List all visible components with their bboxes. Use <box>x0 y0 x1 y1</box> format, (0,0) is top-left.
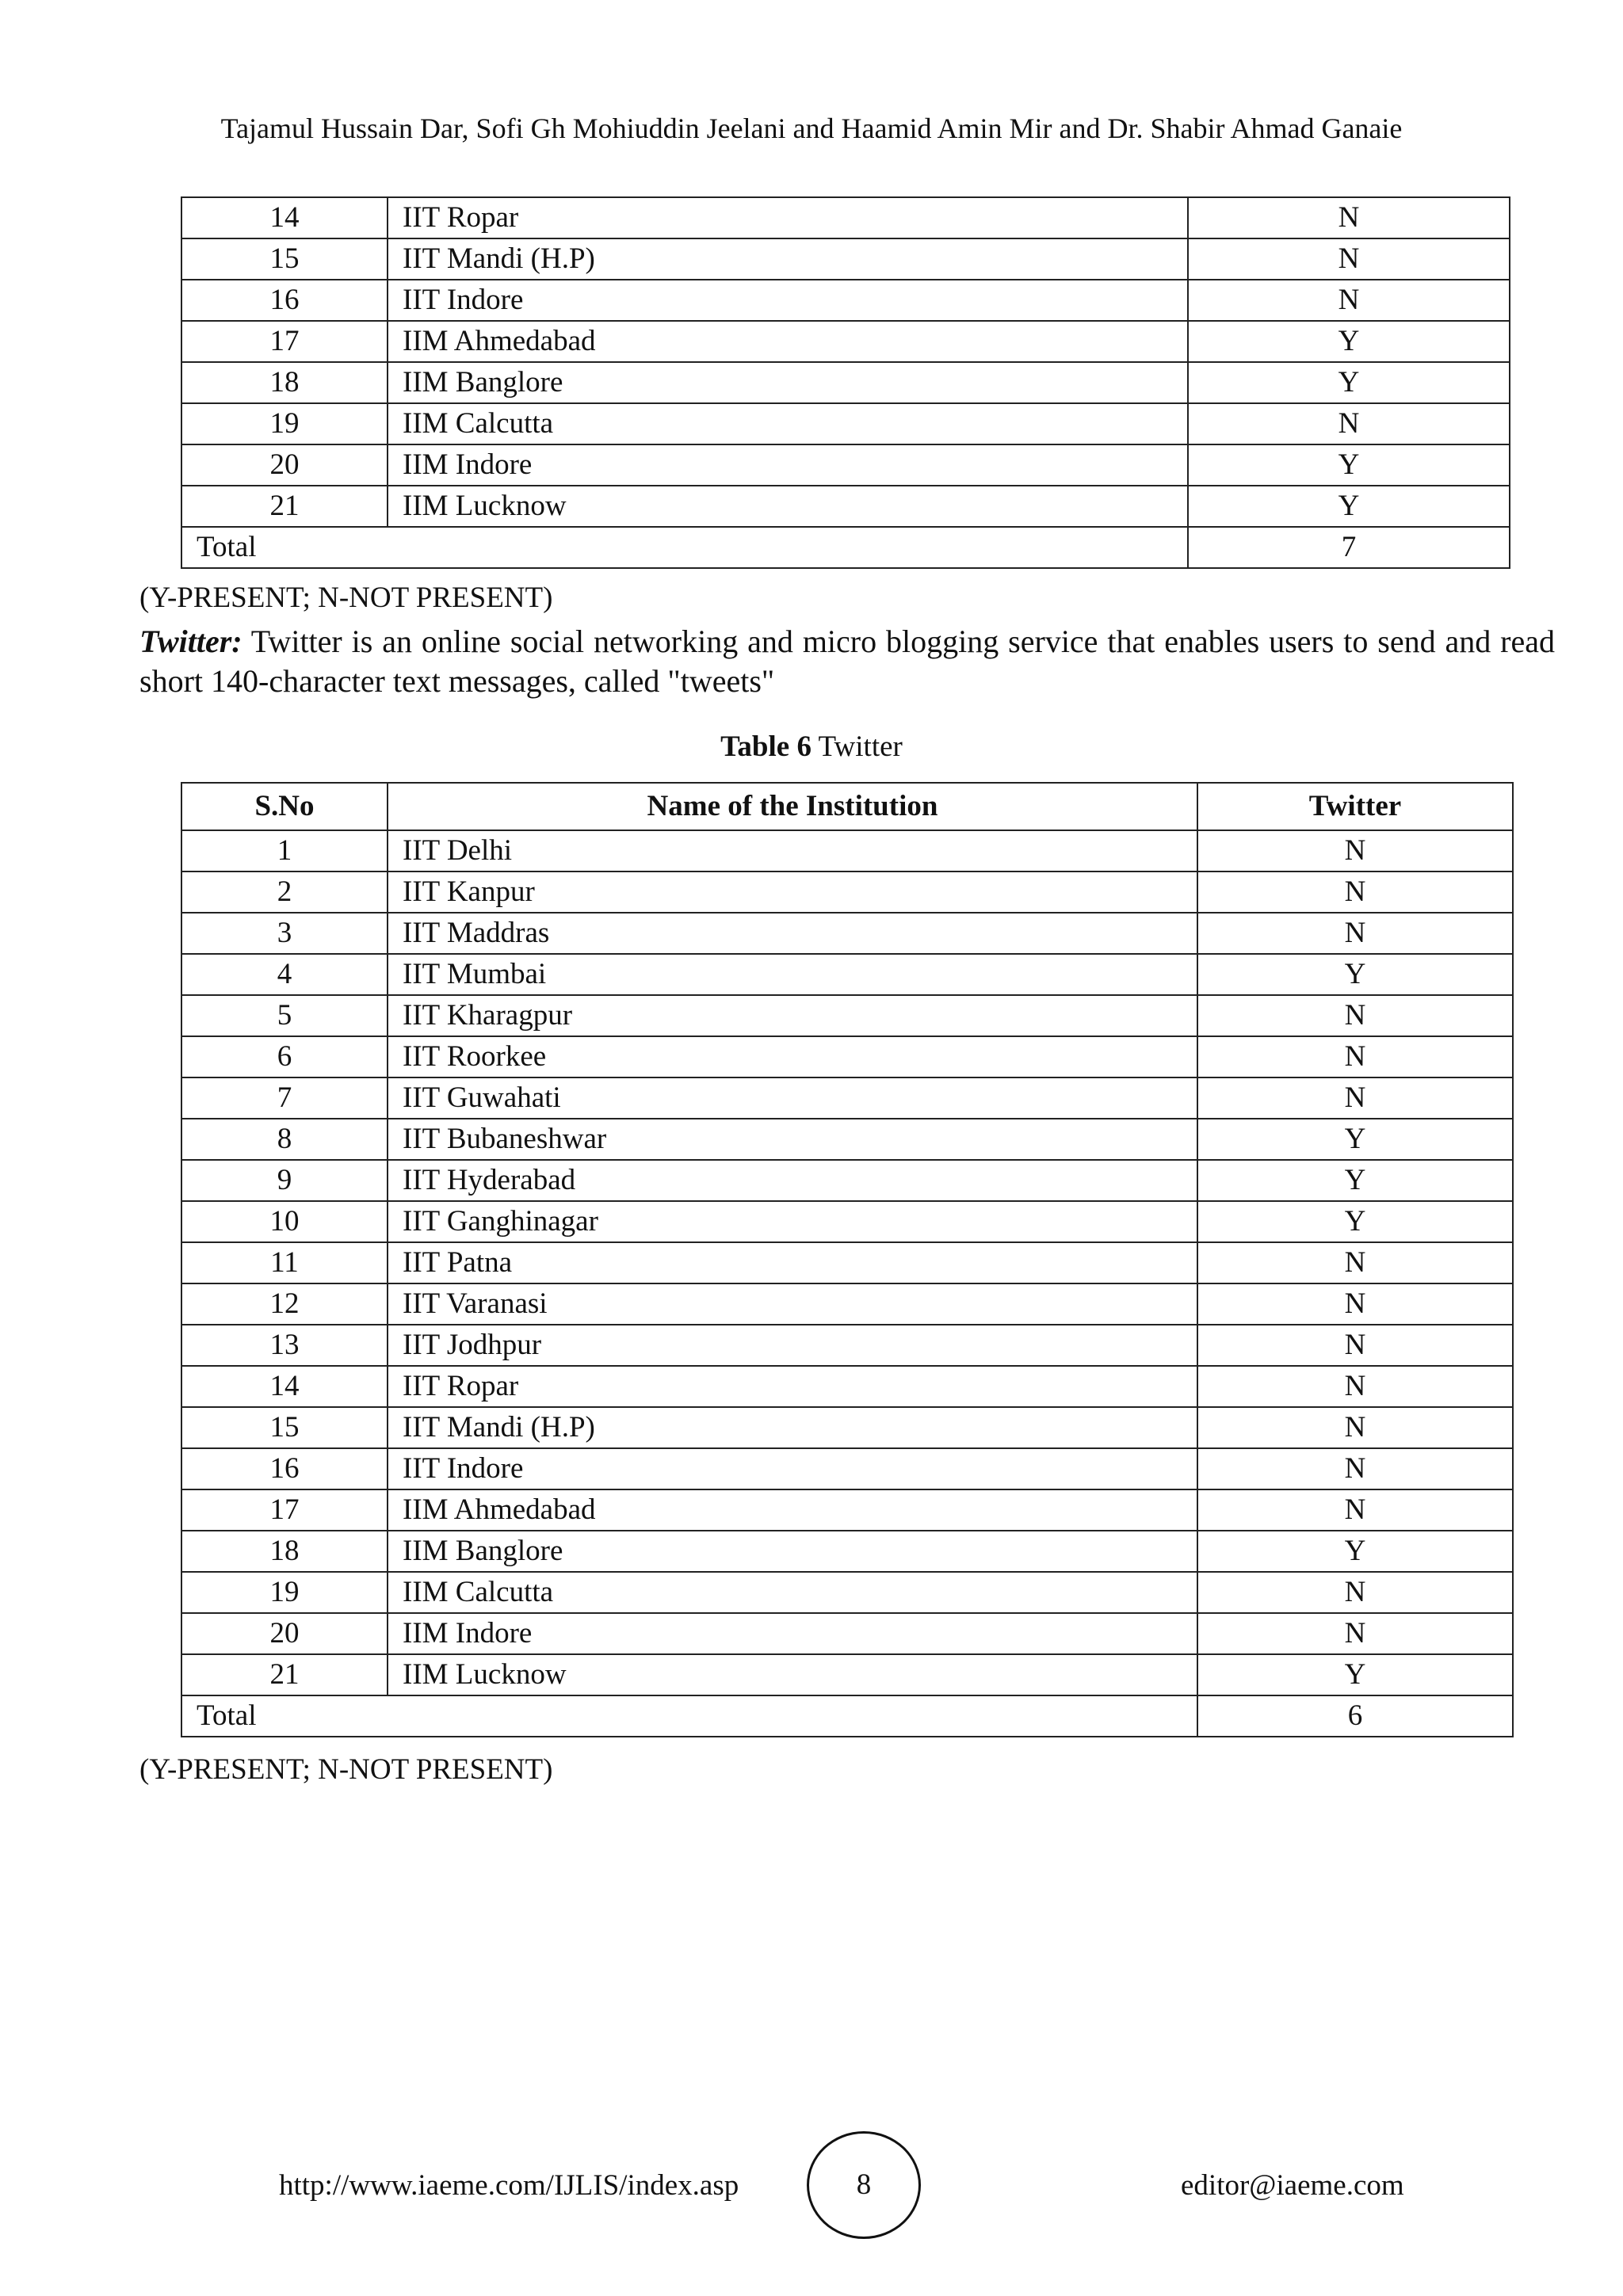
row-institution-name: IIT Varanasi <box>388 1283 1197 1325</box>
table-row <box>181 1077 1513 1119</box>
row-institution-name: IIM Indore <box>388 1613 1197 1654</box>
row-sno: 19 <box>181 403 388 444</box>
row-sno: 20 <box>181 1613 388 1654</box>
row-sno: 4 <box>181 954 388 995</box>
row-institution-name: IIM Calcutta <box>388 1572 1197 1613</box>
column-header-name: Name of the Institution <box>388 783 1197 830</box>
table-row <box>181 1489 1513 1531</box>
row-institution-name: IIM Ahmedabad <box>388 321 1188 362</box>
row-sno: 3 <box>181 913 388 954</box>
table-row <box>181 954 1513 995</box>
row-institution-name: IIT Jodhpur <box>388 1325 1197 1366</box>
row-flag: N <box>1197 1325 1513 1366</box>
row-sno: 6 <box>181 1036 388 1077</box>
row-sno: 21 <box>181 486 388 527</box>
row-institution-name: IIT Mumbai <box>388 954 1197 995</box>
total-label: Total <box>181 527 1188 568</box>
table-row <box>181 1201 1513 1242</box>
row-sno: 17 <box>181 1489 388 1531</box>
row-institution-name: IIT Guwahati <box>388 1077 1197 1119</box>
row-flag: Y <box>1188 486 1510 527</box>
row-sno: 14 <box>181 1366 388 1407</box>
column-header-sno: S.No <box>181 783 388 830</box>
column-header-twitter: Twitter <box>1197 783 1513 830</box>
row-flag: Y <box>1197 1119 1513 1160</box>
table-row <box>181 321 1510 362</box>
table-row <box>181 913 1513 954</box>
row-flag: N <box>1197 830 1513 871</box>
table-row <box>181 403 1510 444</box>
table-row <box>181 1283 1513 1325</box>
table-caption <box>0 729 1623 765</box>
row-institution-name: IIM Lucknow <box>388 486 1188 527</box>
row-sno: 1 <box>181 830 388 871</box>
row-institution-name: IIT Indore <box>388 280 1188 321</box>
row-sno: 11 <box>181 1242 388 1283</box>
row-sno: 16 <box>181 1448 388 1489</box>
legend-note: (Y-PRESENT; N-NOT PRESENT) <box>139 1753 553 1786</box>
paragraph-text: Twitter is an online social networking and micro blogging service that enables users to send and read short 140-character text messages, called "tweets" <box>139 624 1555 699</box>
twitter-table-body <box>181 830 1513 1695</box>
row-sno: 18 <box>181 362 388 403</box>
row-institution-name: IIM Lucknow <box>388 1654 1197 1695</box>
footer-url: http://www.iaeme.com/IJLIS/index.asp <box>279 2169 739 2202</box>
table-row <box>181 1531 1513 1572</box>
row-sno: 15 <box>181 238 388 280</box>
row-institution-name: IIT Bubaneshwar <box>388 1119 1197 1160</box>
table-row <box>181 1325 1513 1366</box>
continued-table-body <box>181 197 1510 527</box>
row-flag: N <box>1188 403 1510 444</box>
total-value: 6 <box>1197 1695 1513 1737</box>
table-row <box>181 444 1510 486</box>
row-sno: 5 <box>181 995 388 1036</box>
row-sno: 13 <box>181 1325 388 1366</box>
continued-table <box>181 196 1510 569</box>
row-institution-name: IIT Hyderabad <box>388 1160 1197 1201</box>
row-flag: N <box>1197 1489 1513 1531</box>
page-footer <box>0 2131 1623 2242</box>
twitter-table <box>181 782 1514 1737</box>
row-institution-name: IIT Kanpur <box>388 871 1197 913</box>
table-row <box>181 1572 1513 1613</box>
row-sno: 16 <box>181 280 388 321</box>
row-flag: Y <box>1188 321 1510 362</box>
row-institution-name: IIT Mandi (H.P) <box>388 1407 1197 1448</box>
total-label: Total <box>181 1695 1197 1737</box>
table-total-row <box>181 1695 1513 1737</box>
row-sno: 8 <box>181 1119 388 1160</box>
row-flag: N <box>1188 197 1510 238</box>
row-flag: Y <box>1197 954 1513 995</box>
row-sno: 9 <box>181 1160 388 1201</box>
table-header-row <box>181 783 1513 830</box>
row-flag: N <box>1197 1407 1513 1448</box>
row-flag: N <box>1197 1366 1513 1407</box>
table-caption-title: Twitter <box>811 730 903 763</box>
row-institution-name: IIM Calcutta <box>388 403 1188 444</box>
row-flag: N <box>1188 238 1510 280</box>
row-sno: 14 <box>181 197 388 238</box>
row-institution-name: IIT Roorkee <box>388 1036 1197 1077</box>
paragraph-lead: Twitter: <box>139 624 242 659</box>
row-sno: 21 <box>181 1654 388 1695</box>
table-row <box>181 1654 1513 1695</box>
table-row <box>181 238 1510 280</box>
legend-note: (Y-PRESENT; N-NOT PRESENT) <box>139 582 553 614</box>
row-institution-name: IIT Kharagpur <box>388 995 1197 1036</box>
table-total-row <box>181 527 1510 568</box>
table-row <box>181 1366 1513 1407</box>
row-flag: N <box>1197 1572 1513 1613</box>
row-institution-name: IIT Ropar <box>388 197 1188 238</box>
row-institution-name: IIM Banglore <box>388 1531 1197 1572</box>
table-row <box>181 995 1513 1036</box>
table-row <box>181 830 1513 871</box>
table-row <box>181 871 1513 913</box>
row-sno: 18 <box>181 1531 388 1572</box>
table-row <box>181 1613 1513 1654</box>
row-institution-name: IIT Maddras <box>388 913 1197 954</box>
row-institution-name: IIT Patna <box>388 1242 1197 1283</box>
row-sno: 12 <box>181 1283 388 1325</box>
table-row <box>181 280 1510 321</box>
row-flag: Y <box>1197 1531 1513 1572</box>
row-sno: 20 <box>181 444 388 486</box>
footer-email: editor@iaeme.com <box>1181 2169 1404 2202</box>
row-sno: 15 <box>181 1407 388 1448</box>
row-institution-name: IIT Ganghinagar <box>388 1201 1197 1242</box>
row-flag: N <box>1197 995 1513 1036</box>
row-institution-name: IIT Ropar <box>388 1366 1197 1407</box>
row-flag: N <box>1197 1613 1513 1654</box>
table-row <box>181 362 1510 403</box>
row-flag: Y <box>1188 362 1510 403</box>
row-flag: Y <box>1197 1201 1513 1242</box>
twitter-paragraph <box>139 622 1555 701</box>
running-header-authors: Tajamul Hussain Dar, Sofi Gh Mohiuddin Jeelani and Haamid Amin Mir and Dr. Shabir Ahmad Ganaie <box>220 113 1403 144</box>
total-value: 7 <box>1188 527 1510 568</box>
table-row <box>181 1242 1513 1283</box>
row-sno: 17 <box>181 321 388 362</box>
row-flag: N <box>1197 1036 1513 1077</box>
row-institution-name: IIM Indore <box>388 444 1188 486</box>
row-sno: 7 <box>181 1077 388 1119</box>
row-flag: N <box>1197 1077 1513 1119</box>
row-flag: N <box>1197 1448 1513 1489</box>
row-flag: N <box>1197 871 1513 913</box>
row-institution-name: IIT Delhi <box>388 830 1197 871</box>
row-institution-name: IIM Ahmedabad <box>388 1489 1197 1531</box>
row-flag: N <box>1188 280 1510 321</box>
row-sno: 19 <box>181 1572 388 1613</box>
table-caption-number: Table 6 <box>720 730 812 763</box>
row-flag: Y <box>1197 1160 1513 1201</box>
table-row <box>181 1119 1513 1160</box>
row-flag: N <box>1197 1283 1513 1325</box>
row-institution-name: IIT Indore <box>388 1448 1197 1489</box>
row-sno: 10 <box>181 1201 388 1242</box>
table-row <box>181 1448 1513 1489</box>
row-flag: Y <box>1188 444 1510 486</box>
row-institution-name: IIT Mandi (H.P) <box>388 238 1188 280</box>
table-row <box>181 1160 1513 1201</box>
table-row <box>181 486 1510 527</box>
row-flag: N <box>1197 1242 1513 1283</box>
row-institution-name: IIM Banglore <box>388 362 1188 403</box>
table-row <box>181 197 1510 238</box>
row-flag: Y <box>1197 1654 1513 1695</box>
page-number: 8 <box>807 2131 921 2239</box>
table-row <box>181 1407 1513 1448</box>
row-sno: 2 <box>181 871 388 913</box>
table-row <box>181 1036 1513 1077</box>
row-flag: N <box>1197 913 1513 954</box>
